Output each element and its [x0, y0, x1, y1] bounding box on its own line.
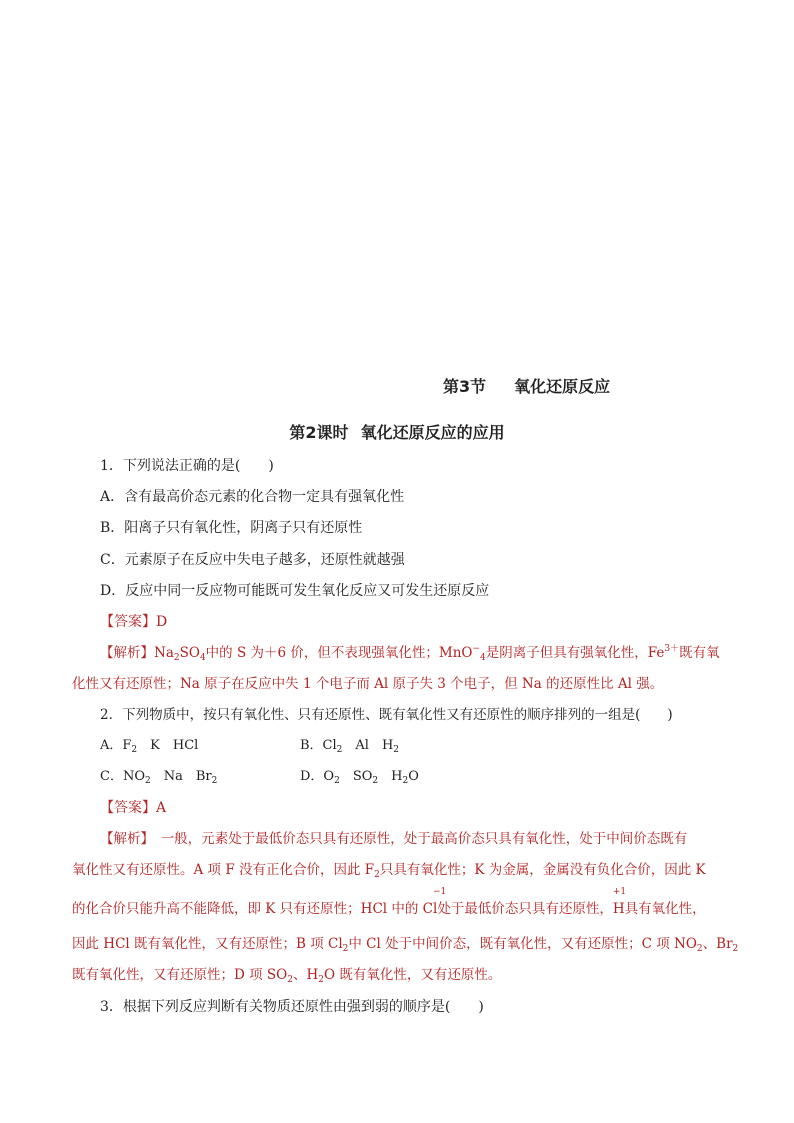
q2-analysis-line4: 因此 HCl 既有氧化性，又有还原性；B 项 $Cl_2$中 Cl 处于中间价态，既有氧化性，又有还原性；C 项 $NO_2$、$Br_2$ [72, 936, 739, 954]
q1-analysis-line2: 化性又有还原性；Na 原子在反应中失 1 个电子而 Al 原子失 3 个电子，但 Na 的还原性比 Al 强。 [72, 676, 664, 692]
q2-analysis-line3: 的化合价只能升高不能降低，即 K 只有还原性；HCl 中的 C −1 l处于最低价态只具有还原性， +1 H具有氧化性， [72, 887, 706, 917]
q2-analysis-line1: 【解析】 一般，元素处于最低价态只具有还原性，处于最高价态只具有氧化性，处于中间价态既有 [100, 831, 688, 847]
q1-option-a: A．含有最高价态元素的化合物一定具有强氧化性 [100, 489, 405, 505]
q2-analysis-line2: 氧化性又有还原性。A 项 F 没有正化合价，因此 $F_2$只具有氧化性；K 为金属，金属没有负化合价，因此 K [72, 862, 706, 880]
answer-tag: 【答案】 [100, 614, 156, 630]
q1-stem: 1．下列说法正确的是( ) [100, 458, 274, 474]
q1-analysis-line1: 【解析】$Na_2SO_4$中的 S 为＋6 价，但不表现强氧化性；MnO−$_4$是阴离子但具有强氧化性，$Fe^{3+}$既有氧 [100, 644, 720, 663]
section-title [443, 374, 610, 397]
q2-option-d: D．$O_2$ $SO_2$ $H_2O$ [300, 769, 419, 786]
analysis-tag: 【解析】 [100, 645, 154, 661]
q1-answer [100, 612, 167, 632]
q1-option-b: B．阳离子只有氧化性，阴离子只有还原性 [100, 520, 363, 536]
lesson-title [0, 420, 794, 443]
h-valence-mark: +1 H [612, 887, 627, 917]
q2-option-b: B．$Cl_2$ Al $H_2$ [300, 738, 400, 755]
q2-stem: 2．下列物质中，按只有氧化性、只有还原性、既有氧化性又有还原性的顺序排列的一组是( ) [100, 707, 673, 723]
formula-na2so4: $Na_2SO_4$ [154, 645, 206, 663]
q1-option-d: D．反应中同一反应物可能既可发生氧化反应又可发生还原反应 [100, 583, 490, 599]
q3-stem: 3．根据下列反应判断有关物质还原性由强到弱的顺序是( ) [100, 999, 484, 1015]
answer-tag: 【答案】 [100, 800, 156, 816]
lesson-label: 第2课时 [289, 423, 349, 442]
answer-value: A [156, 800, 167, 816]
q2-answer [100, 798, 166, 818]
lesson-name: 氧化还原反应的应用 [360, 423, 505, 442]
q2-option-a: A．$F_2$ K HCl [100, 738, 199, 755]
section-name: 氧化还原反应 [514, 377, 611, 396]
section-label: 第3节 [443, 377, 487, 396]
q2-option-c: C．$NO_2$ Na $Br_2$ [100, 769, 218, 786]
answer-value: D [156, 614, 168, 630]
analysis-tag: 【解析】 [100, 831, 148, 847]
q2-analysis-line5: 既有氧化性，又有还原性；D 项 $SO_2$、$H_2O$ 既有氧化性，又有还原性。 [72, 967, 502, 985]
cl-valence-mark: −1 l [433, 887, 447, 917]
q1-option-c: C．元素原子在反应中失电子越多，还原性就越强 [100, 552, 405, 568]
